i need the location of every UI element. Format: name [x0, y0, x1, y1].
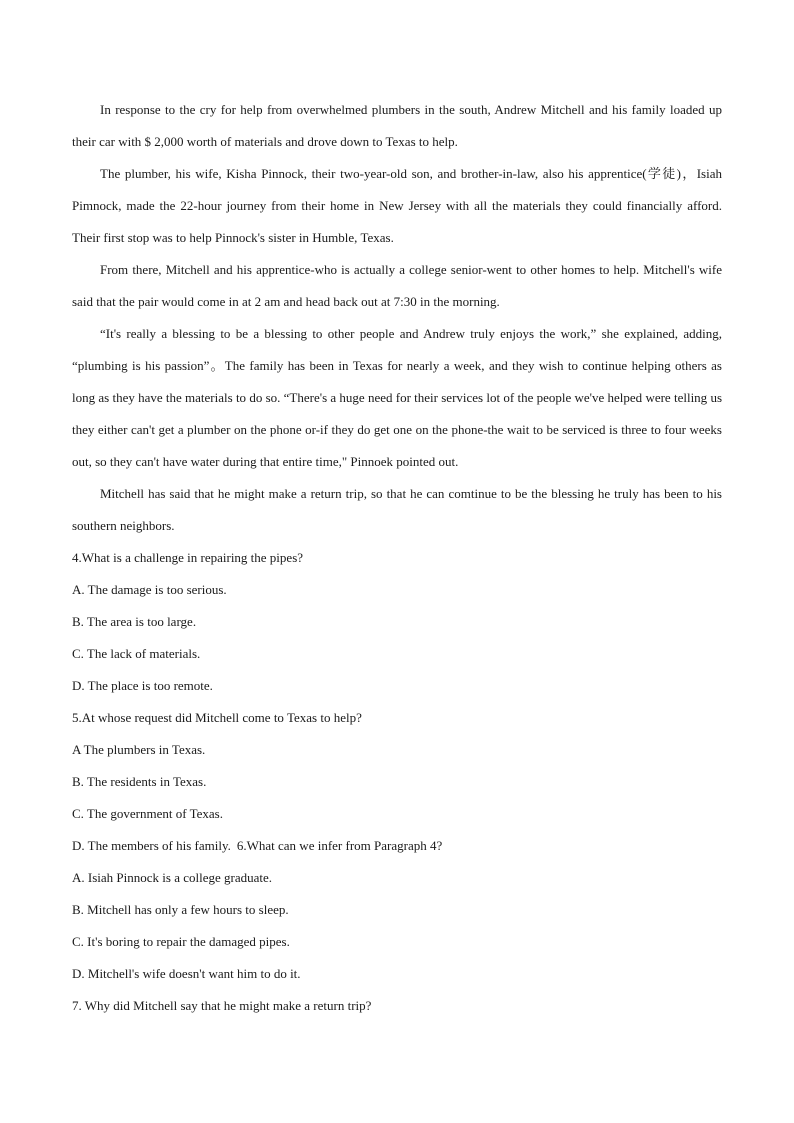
question-5-option-d-row	[72, 830, 722, 862]
question-7-stem: 7. Why did Mitchell say that he might make a return trip?	[72, 998, 372, 1013]
question-4-option-a: A. The damage is too serious.	[72, 582, 227, 597]
passage-paragraph-2: The plumber, his wife, Kisha Pinnock, their two-year-old son, and brother-in-law, also his apprentice(学徒)，Isiah Pimnock, made the 22-hour journey from their home in New Jersey with all the materials they could financially afford. Their first stop was to help Pinnock's sister in Humble, Texas.	[72, 166, 722, 245]
question-4-option-b: B. The area is too large.	[72, 614, 197, 629]
question-6-option-c: C. It's boring to repair the damaged pipes.	[72, 934, 290, 949]
question-4-option-c: C. The lack of materials.	[72, 646, 201, 661]
question-5-option-c: C. The government of Texas.	[72, 806, 223, 821]
question-5-stem: 5.At whose request did Mitchell come to Texas to help?	[72, 710, 362, 725]
passage-paragraph-5: Mitchell has said that he might make a return trip, so that he can comtinue to be the blessing he truly has been to his southern neighbors.	[72, 486, 722, 533]
question-6-option-d: D. Mitchell's wife doesn't want him to do it.	[72, 966, 301, 981]
question-5-option-a: A The plumbers in Texas.	[72, 742, 206, 757]
question-4-stem: 4.What is a challenge in repairing the pipes?	[72, 550, 304, 565]
passage-paragraph-1: In response to the cry for help from overwhelmed plumbers in the south, Andrew Mitchell and his family loaded up their car with $ 2,000 worth of materials and drove down to Texas to help.	[72, 102, 722, 149]
question-6-option-b: B. Mitchell has only a few hours to sleep.	[72, 902, 289, 917]
document-page	[72, 94, 722, 1022]
question-5-option-d: D. The members of his family.	[72, 838, 231, 853]
question-6-option-a: A. Isiah Pinnock is a college graduate.	[72, 870, 272, 885]
question-6-stem: 6.What can we infer from Paragraph 4?	[236, 838, 443, 853]
passage-paragraph-3: From there, Mitchell and his apprentice-who is actually a college senior-went to other homes to help. Mitchell's wife said that the pair would come in at 2 am and head back out at 7:30 in the morning.	[72, 262, 722, 309]
passage-paragraph-4: “It's really a blessing to be a blessing to other people and Andrew truly enjoys the work,” she explained, adding, “plumbing is his passion”。The family has been in Texas for nearly a week, and they wish to continue helping others as long as they have the materials to do so. “There's a huge need for their services lot of the people we've helped were telling us they either can't get a plumber on the phone or-if they do get one on the phone-the wait to be serviced is three to four weeks out, so they can't have water during that entire time," Pinnoek pointed out.	[72, 326, 722, 469]
question-5-option-b: B. The residents in Texas.	[72, 774, 207, 789]
question-4-option-d: D. The place is too remote.	[72, 678, 213, 693]
